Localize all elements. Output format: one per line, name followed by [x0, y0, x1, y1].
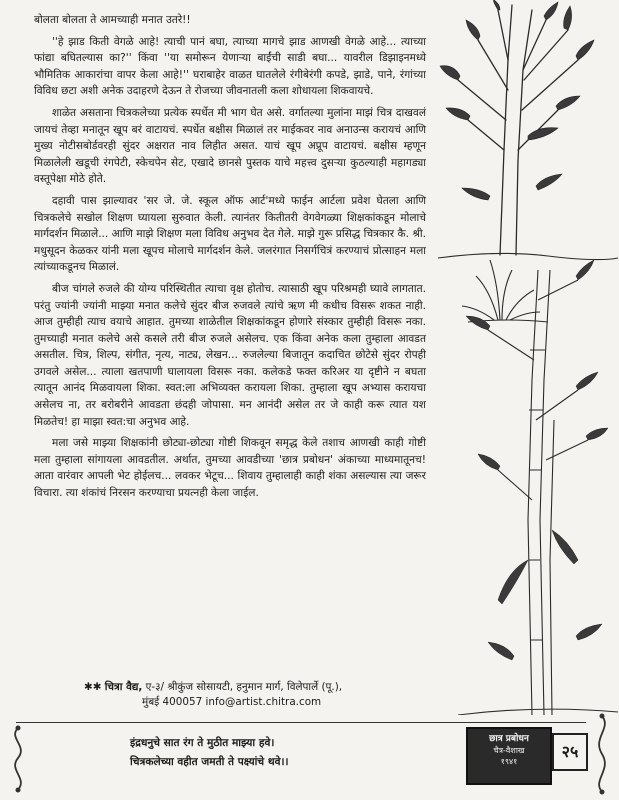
- magazine-badge: [466, 727, 552, 785]
- author-signature: [84, 680, 424, 710]
- author-contact: मुंबई 400057 info@artist.chitra.com: [142, 696, 322, 708]
- author-name: चित्रा वैद्य,: [104, 681, 143, 693]
- signature-marker: ✱✱: [84, 681, 102, 693]
- left-ornament-icon: [4, 724, 32, 794]
- plant-sketch-illustration: [428, 0, 619, 715]
- paragraph-4: दहावी पास झाल्यावर 'सर जे. जे. स्कूल ऑफ आर्ट'मध्ये फाईन आर्टला प्रवेश घेतला आणि चित्रकलेचे सखोल शिक्षण घ्यायला सुरुवात केली. त्यानंतर कितीतरी वेगवेगळ्या शिक्षकांकडून मोलाचे मार्गदर्शन मिळाले... आणि माझे शिक्षण मला विविध अनुभव देत गेले. माझे गुरू प्रसिद्ध चित्रकार कै. श्री. मधुसूदन केळकर यांनी मला खूपच मोलाचे मार्गदर्शन केले. जलरंगात निसर्गचित्रं करण्याचं प्रोत्साहन मला त्यांच्याकडूनच मिळालं.: [34, 194, 426, 274]
- quote-line-1: इंद्रधनुचे सात रंग ते मुठीत माझ्या हवे।: [130, 737, 275, 749]
- magazine-issue: चैत्र-वैशाख: [493, 746, 525, 755]
- page-number: २५: [552, 733, 588, 771]
- magazine-year: १९४१: [500, 757, 518, 766]
- footer-quote: [130, 734, 460, 772]
- magazine-title: छात्र प्रबोधन: [489, 734, 529, 744]
- paragraph-1: बोलता बोलता ते आमच्याही मनात उतरे!!: [34, 14, 191, 26]
- paragraph-2: ''हे झाड किती वेगळे आहे! त्याची पानं बघा, त्याच्या मागचे झाड आणखी वेगळे आहे... त्याच्या फांद्या बघितल्यास का?'' किंवा ''या समोरून येणाऱ्या बाईंची साडी बघा... यावरील डिझाइनमध्ये भौमितिक आकारांचा वापर केला आहे!'' घराबाहेर वाळत घातलेले रंगीबेरंगी कपडे, झाडे, पाने, रंगांच्या विविध छटा अशी अनेक उदाहरणे देऊन ते रोजच्या जीवनातली कला शोधायला शिकवायचे.: [34, 35, 426, 98]
- quote-line-2: चित्रकलेच्या वहीत जमती ते पक्ष्यांचे थवे।।: [130, 756, 289, 768]
- paragraph-3: शाळेत असताना चित्रकलेच्या प्रत्येक स्पर्धेत मी भाग घेत असे. वर्गातल्या मुलांना माझं चित्र दाखवलं जायचं तेव्हा मनातून खूप बरं वाटायचं. स्पर्धेत बक्षीस मिळालं तर माईकवर नाव अनाउन्स करायचं आणि मुख्य नोटीसबोर्डवरही सुंदर अक्षरात नाव लिहीत असत. याचं खूप अप्रूप वाटायचं. बक्षीस म्हणून मिळालेली खडूची रंगपेटी, स्केचपेन सेट, एखादे छानसे पुस्तक याचे महत्त्व दुसऱ्या कुठल्याही महागड्या वस्तूपेक्षा मोठे होते.: [34, 106, 426, 186]
- article-body: [34, 12, 426, 507]
- footer-divider: [16, 722, 586, 723]
- right-ornament-icon: [588, 712, 616, 796]
- paragraph-6: मला जसे माझ्या शिक्षकांनी छोट्या-छोट्या गोष्टी शिकवून समृद्ध केले तशाच आणखी काही गोष्टी मला तुम्हाला सांगायला आवडतील. अर्थात, तुमच्या आवडीच्या 'छात्र प्रबोधन' अंकाच्या माध्यमातूनच! आता वारंवार आपली भेट होईलच... लवकर भेटूच... शिवाय तुम्हालाही काही शंका असल्यास त्या जरूर विचारा. त्या शंकांचं निरसन करण्याचा प्रयत्नही केला जाईल.: [34, 437, 426, 500]
- paragraph-5: बीज चांगले रुजले की योग्य परिस्थितीत त्याचा वृक्ष होतोच. त्यासाठी खूप परिश्रमही घ्यावे लागतात. परंतु ज्यांनी ज्यांनी माझ्या मनात कलेचे सुंदर बीज रुजवले त्यांचे ऋण मी कधीच विसरू शकत नाही. आज तुम्हीही त्याच वयाचे आहात. तुमच्या शाळेतील शिक्षकांकडून होणारे संस्कार तुम्हीही विसरू नका. तुमच्याही मनात कलेचे असे कसले तरी बीज रुजले असेलच. एक किंवा अनेक कला तुम्हाला आवडत असतील. चित्र, शिल्प, संगीत, नृत्य, नाट्य, लेखन... रुजलेल्या बिजातून कदाचित छोटेसे सुंदर रोपही उगवले असेल... त्याला खतपाणी घालायला विसरू नका. कलेकडे फक्त करिअर या दृष्टीने न बघता त्यातून आनंद मिळवायला शिका. स्वत:ला अभिव्यक्त करायला शिका. तुम्हाला खूप अभ्यास करायचा असेलच ना, तर बरोबरीने आवडता छंदही जोपासा. मन आनंदी असेल तर जे काही करू त्यात यश मिळतेच! हा माझा स्वत:चा अनुभव आहे.: [34, 282, 426, 428]
- author-address: ए-३/ श्रीकुंज सोसायटी, हनुमान मार्ग, विलेपार्ले (पू.),: [145, 681, 343, 693]
